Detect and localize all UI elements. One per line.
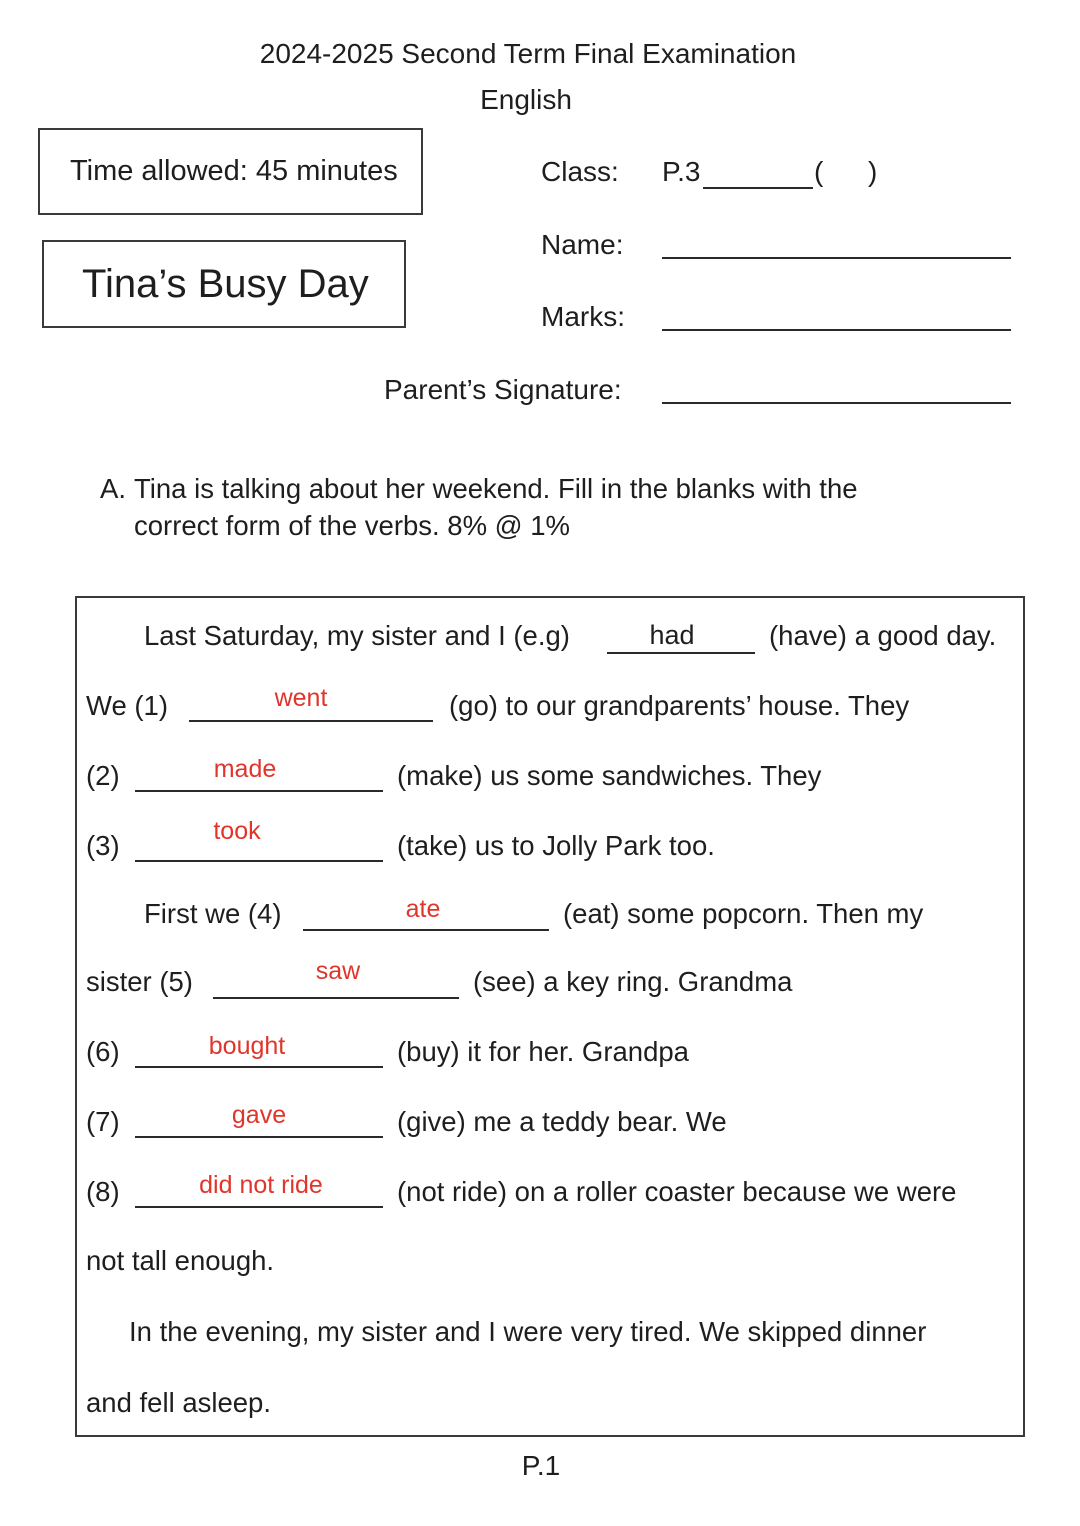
passage-box [75,596,1025,1437]
class-value: P.3 [662,156,701,187]
instruction-line-1: Tina is talking about her weekend. Fill in the blanks with the [134,473,858,504]
section-letter: A. [100,473,126,504]
item-5-text: (see) a key ring. Grandma [473,966,793,997]
item-3-text: (take) us to Jolly Park too. [397,830,715,861]
item-1-answer[interactable]: went [274,684,328,712]
item-2-label: (2) [86,760,120,791]
time-allowed-box [38,128,423,215]
item-1-label: We (1) [86,690,169,721]
name-label: Name: [541,229,624,260]
item-4-blank[interactable] [303,929,549,931]
item-8-text: (not ride) on a roller coaster because we were [397,1176,957,1207]
page-number: P.1 [521,1450,561,1481]
name-field[interactable] [662,257,1011,259]
signature-field[interactable] [662,402,1011,404]
marks-field[interactable] [662,329,1011,331]
marks-label: Marks: [541,301,625,332]
item-7-blank[interactable] [135,1136,383,1138]
item-8-blank[interactable] [135,1206,383,1208]
instruction-line-2: correct form of the verbs. 8% @ 1% [134,510,570,541]
item-5-label: sister (5) [86,966,193,997]
example-text-before: Last Saturday, my sister and I (e.g) [144,620,570,651]
story-title: Tina’s Busy Day [82,261,369,306]
item-3-answer[interactable]: took [213,817,261,845]
class-number-close-paren: ) [868,156,878,187]
item-8-label: (8) [86,1176,120,1207]
item-5-blank[interactable] [213,997,459,999]
item-1-blank[interactable] [189,720,433,722]
example-text-after: (have) a good day. [769,620,997,651]
item-7-label: (7) [86,1106,120,1137]
class-blank[interactable] [703,187,813,189]
example-answer: had [649,620,695,650]
item-6-blank[interactable] [135,1066,383,1068]
item-7-text: (give) me a teddy bear. We [397,1106,727,1137]
time-allowed-text: Time allowed: 45 minutes [70,155,398,187]
item-5-answer[interactable]: saw [315,957,361,985]
item-2-text: (make) us some sandwiches. They [397,760,822,791]
signature-label: Parent’s Signature: [384,374,622,405]
class-label: Class: [541,156,619,187]
item-4-answer[interactable]: ate [405,895,441,923]
section-a-instructions [100,470,920,544]
story-title-box [42,240,406,328]
item-4-label: First we (4) [144,898,282,929]
item-4-text: (eat) some popcorn. Then my [563,898,924,929]
exam-title: 2024-2025 Second Term Final Examination [259,38,797,69]
item-6-label: (6) [86,1036,120,1067]
item-3-label: (3) [86,830,120,861]
item-2-answer[interactable]: made [213,755,277,783]
item-1-text: (go) to our grandparents’ house. They [449,690,910,721]
item-7-answer[interactable]: gave [231,1101,287,1129]
class-number-open-paren: ( [814,156,824,187]
subject-heading: English [480,84,572,115]
passage-line-not-tall: not tall enough. [86,1245,275,1276]
item-3-blank[interactable] [135,860,383,862]
passage-line-evening: In the evening, my sister and I were very tired. We skipped dinner [129,1316,927,1347]
item-2-blank[interactable] [135,790,383,792]
item-6-answer[interactable]: bought [208,1032,286,1060]
passage-line-asleep: and fell asleep. [86,1387,271,1418]
item-8-answer[interactable]: did not ride [199,1171,323,1199]
example-blank [607,652,755,654]
item-6-text: (buy) it for her. Grandpa [397,1036,689,1067]
